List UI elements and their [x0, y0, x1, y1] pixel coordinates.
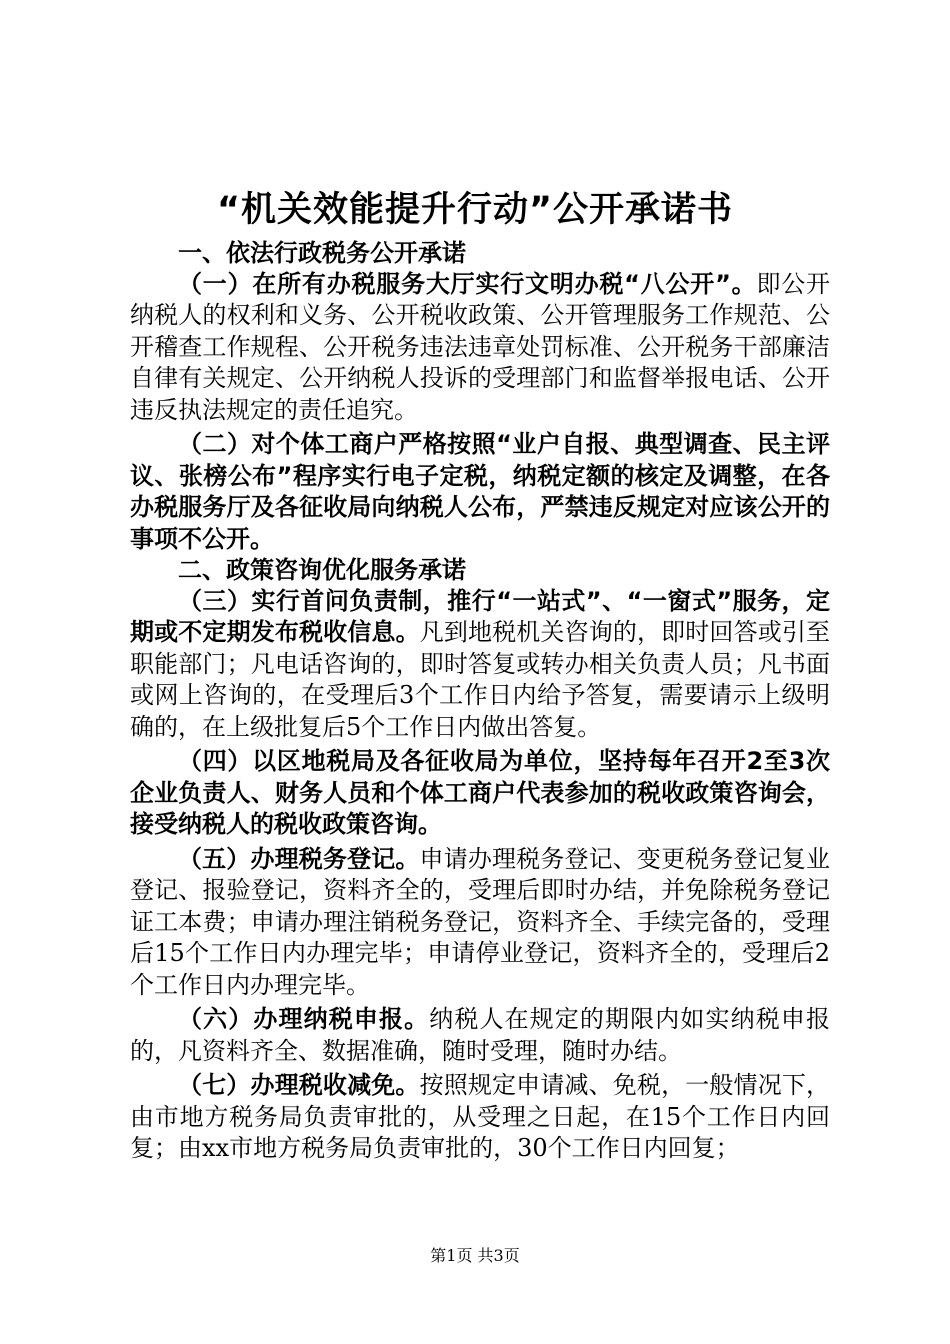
clause-detail: 凡到地税机关咨询的，即时回答或引至职能部门；凡电话咨询的，即时答复或转办相关负责人员；凡书面或网上咨询的，在受理后3个工作日内给予答复，需要请示上级明确的，在上级批复后5个工作日内做出答复。 — [130, 618, 831, 741]
clause-lead: （七）办理税收减免。 — [178, 1071, 420, 1099]
document-body — [130, 238, 830, 1165]
clause-detail: 即公开纳税人的权利和义务、公开税收政策、公开管理服务工作规范、公开稽查工作规程、公开税务违法违章处罚标准、公开税务干部廉洁自律有关规定、公开纳税人投诉的受理部门和监督举报电话、公开违反执法规定的责任追究。 — [130, 269, 831, 424]
clause-lead: （四）以区地税局及各征收局为单位，坚持每年召开2至3次企业负责人、财务人员和个体工商户代表参加的税收政策咨询会，接受纳税人的税收政策咨询。 — [130, 747, 830, 838]
clause-paragraph — [130, 1004, 830, 1067]
page-footer: 第1页 共3页 — [430, 1246, 520, 1265]
clause-detail: 申请办理税务登记、变更税务登记复业登记、报验登记，资料齐全的，受理后即时办结，并免除税务登记证工本费；申请办理注销税务登记，资料齐全、手续完备的，受理后15个工作日内办理完毕；申请停业登记，资料齐全的，受理后2个工作日内办理完毕。 — [130, 844, 831, 999]
clause-paragraph — [130, 746, 830, 841]
document-title: “机关效能提升行动”公开承诺书 — [216, 190, 733, 230]
clause-lead: （二）对个体工商户严格按照“业户自报、典型调查、民主评议、张榜公布”程序实行电子定税，纳税定额的核定及调整，在各办税服务厅及各征收局向纳税人公布，严禁违反规定对应该公开的事项不公开。 — [130, 430, 830, 553]
clause-lead: （三）实行首问负责制，推行“一站式”、“一窗式”服务，定期或不定期发布税收信息。 — [130, 586, 830, 646]
clause-paragraph — [130, 429, 830, 555]
clause-lead: （五）办理税务登记。 — [178, 844, 420, 873]
clause-paragraph — [130, 269, 830, 427]
clause-detail: 纳税人在规定的期限内如实纳税申报的，凡资料齐全、数据准确，随时受理，随时办结。 — [130, 1005, 831, 1065]
section-heading: 一、依法行政税务公开承诺 — [178, 239, 466, 267]
clause-paragraph — [130, 586, 830, 744]
section-heading: 二、政策咨询优化服务承诺 — [178, 556, 466, 584]
clause-lead: （六）办理纳税申报。 — [178, 1005, 430, 1033]
clause-detail: 按照规定申请减、免税，一般情况下，由市地方税务局负责审批的，从受理之日起，在15个工作日内回复；由xx市地方税务局负责审批的，30个工作日内回复； — [130, 1071, 831, 1162]
clause-paragraph — [130, 1070, 830, 1165]
clause-lead: （一）在所有办税服务大厅实行文明办税“八公开”。 — [178, 269, 757, 298]
clause-paragraph — [130, 844, 830, 1002]
